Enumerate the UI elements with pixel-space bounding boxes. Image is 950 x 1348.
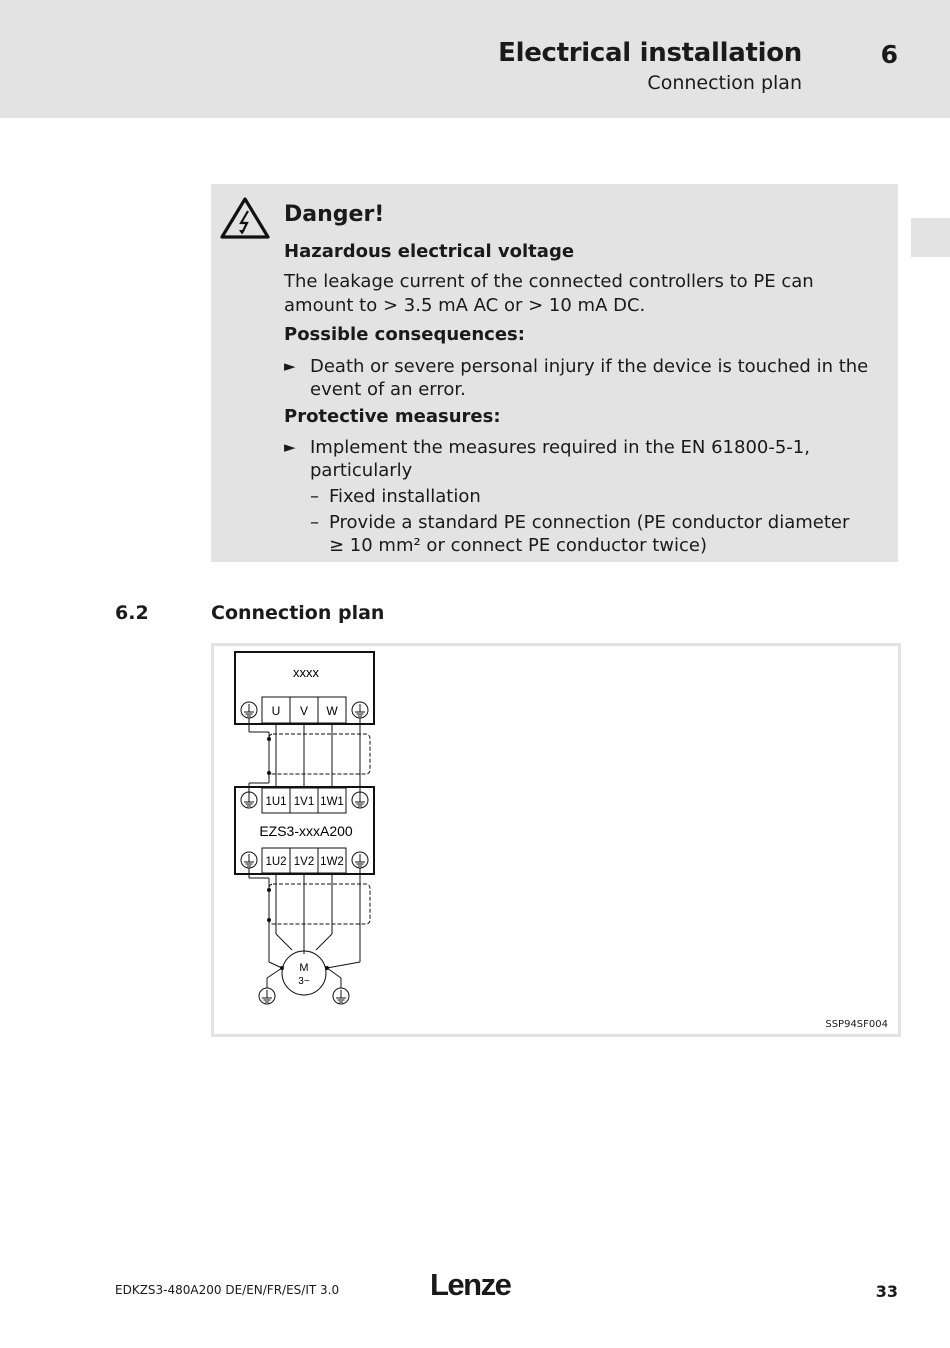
- consequence-text: Death or severe personal injury if the device is touched in the event of an error.: [310, 356, 869, 400]
- chapter-side-tab: [911, 218, 950, 257]
- terminal-label: 1U2: [265, 856, 287, 868]
- bullet-arrow-icon: ►: [284, 438, 296, 456]
- controller-label: xxxx: [293, 665, 319, 680]
- electrical-hazard-warning-icon: [219, 196, 271, 240]
- section-title: Connection plan: [211, 602, 385, 624]
- bullet-arrow-icon: ►: [284, 357, 296, 375]
- motor-label-bottom: 3~: [298, 976, 310, 987]
- document-id: EDKZS3-480A200 DE/EN/FR/ES/IT 3.0: [115, 1283, 340, 1297]
- terminal-label: 1V2: [293, 856, 315, 868]
- ground-symbol-icon: [241, 792, 257, 808]
- filter-label: EZS3-xxxA200: [259, 823, 353, 839]
- terminal-label: 1U1: [265, 796, 287, 808]
- measure-subitem-text: Provide a standard PE connection (PE conductor diameter ≥ 10 mm² or connect PE conductor twice): [329, 512, 850, 556]
- motor-label-top: M: [299, 962, 309, 974]
- ground-symbol-icon: [241, 702, 257, 718]
- header-band: [0, 0, 950, 118]
- danger-notice: Danger! Hazardous electrical voltage The leakage current of the connected controllers to PE can amount to > 3.5 mA AC or > 10 mA DC. Possible consequences: ► Death or severe personal injury if the device is touched in the event of an error. Protective measures: ► Implement the measures required in the EN 61800-5-1, particularly – Fixed installation – Provide a standard PE connection (PE conductor diameter ≥ 10 mm² or connect PE conductor twice): [211, 184, 898, 562]
- ground-symbol-icon: [352, 852, 368, 868]
- ground-symbol-icon: [352, 702, 368, 718]
- ground-symbol-icon: [352, 792, 368, 808]
- terminal-label: 1W2: [320, 856, 344, 868]
- chapter-number: 6: [880, 40, 898, 69]
- ground-symbol-icon: [241, 852, 257, 868]
- ground-symbol-icon: [259, 988, 275, 1004]
- chapter-title: Electrical installation: [498, 38, 802, 68]
- terminal-label: W: [326, 704, 338, 718]
- measure-subitem-text: Fixed installation: [329, 486, 481, 507]
- page-number: 33: [875, 1282, 898, 1301]
- consequences-heading: Possible consequences:: [284, 324, 525, 345]
- terminal-label: 1W1: [320, 796, 344, 808]
- figure-code: SSP94SF004: [825, 1019, 888, 1030]
- danger-description: The leakage current of the connected controllers to PE can amount to > 3.5 mA AC or > 10 mA DC.: [284, 271, 814, 316]
- terminal-label: 1V1: [293, 796, 315, 808]
- connection-diagram: [214, 646, 898, 1034]
- measure-text: Implement the measures required in the EN 61800-5-1, particularly: [310, 437, 810, 481]
- lenze-logo: Lenze: [430, 1267, 511, 1302]
- terminal-label: V: [299, 704, 309, 718]
- section-number: 6.2: [115, 602, 149, 624]
- danger-subtitle: Hazardous electrical voltage: [284, 241, 575, 262]
- connection-plan-figure: [211, 643, 901, 1037]
- chapter-subtitle: Connection plan: [647, 72, 802, 94]
- terminal-label: U: [271, 704, 281, 718]
- ground-symbol-icon: [333, 988, 349, 1004]
- danger-title: Danger!: [284, 202, 385, 227]
- measures-heading: Protective measures:: [284, 406, 501, 427]
